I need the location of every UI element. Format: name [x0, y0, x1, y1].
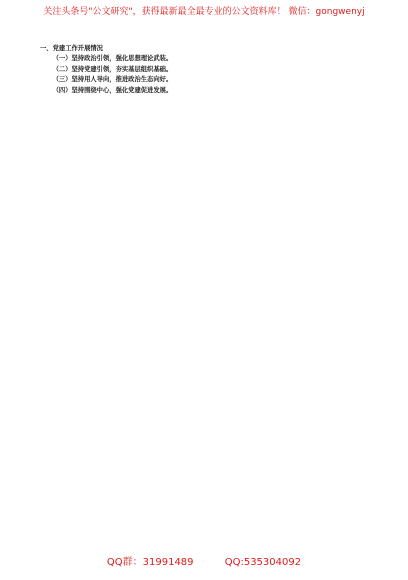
subsection-heading: （二）坚持党建引领，夯实基层组织基础。 [52, 65, 173, 73]
subsection-political-guidance [40, 54, 368, 64]
subsection-grassroots [40, 65, 368, 75]
qq-group-number: QQ群：31991489 [106, 557, 194, 568]
section-heading-party-building: 一、党建工作开展情况 [40, 45, 103, 52]
document-body [40, 44, 368, 96]
qq-number: QQ:535304092 [224, 557, 302, 568]
subsection-heading: （三）坚持用人导向，推进政治生态向好。 [52, 76, 173, 84]
promo-banner: 关注头条号"公文研究"，获得最新最全最专业的公文资料库！ 微信：gongwenyj [43, 7, 365, 17]
subsection-heading: （一）坚持政治引领，强化思想理论武装。 [52, 55, 173, 63]
subsection-development [40, 86, 368, 96]
subsection-heading: （四）坚持围绕中心，强化党建促进发展。 [52, 86, 173, 94]
contact-footer [0, 556, 408, 570]
subsection-talent [40, 75, 368, 85]
